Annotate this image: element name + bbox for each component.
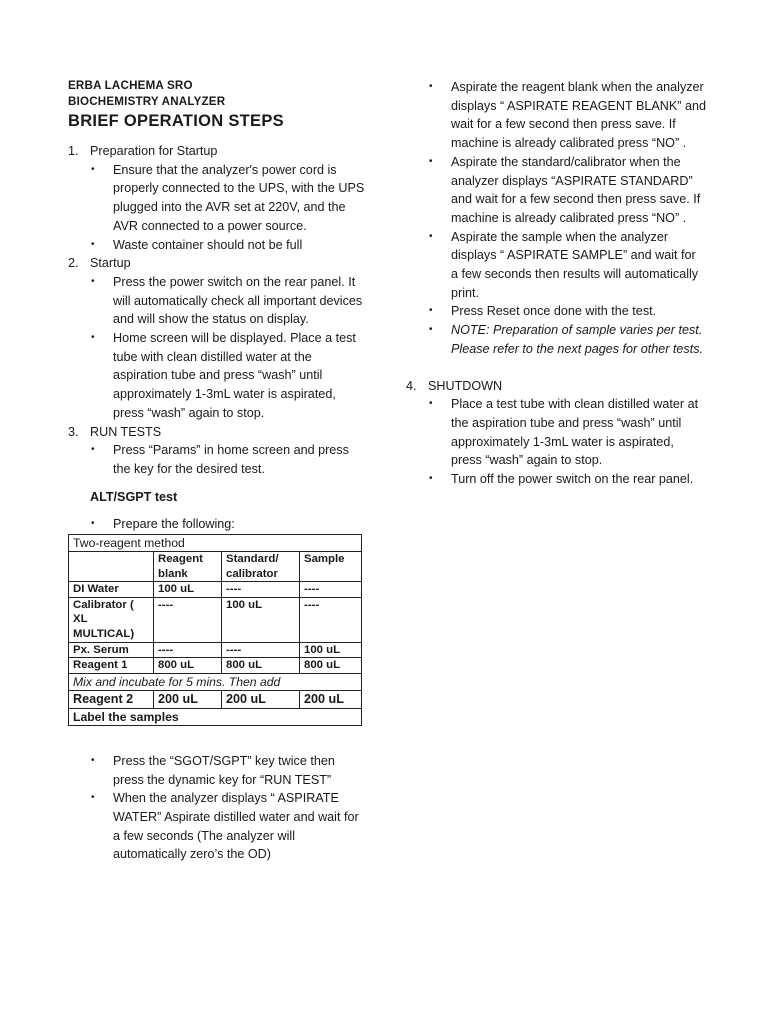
section-heading: SHUTDOWN: [428, 378, 503, 393]
bullet-icon: •: [429, 155, 433, 167]
list-item: [90, 329, 368, 423]
table-cell: 800 uL: [300, 658, 362, 674]
right-column: [406, 0, 706, 489]
section-run-tests: [68, 423, 368, 442]
section-number: 1.: [68, 144, 79, 158]
list-item: [428, 78, 706, 153]
bullet-icon: •: [429, 81, 433, 92]
table-cell: ----: [300, 597, 362, 642]
section-shutdown: [406, 377, 706, 396]
test-subheading: ALT/SGPT test: [90, 489, 178, 504]
list-item-text: Waste container should not be full: [113, 237, 303, 252]
table-cell: 200 uL: [154, 690, 222, 708]
document-subtitle: BIOCHEMISTRY ANALYZER: [68, 95, 226, 108]
table-cell: ----: [300, 582, 362, 598]
table-cell: ----: [222, 642, 300, 658]
list-item: [428, 470, 706, 489]
table-cell: ----: [222, 582, 300, 598]
bullet-icon: •: [91, 792, 95, 804]
bullet-icon: •: [91, 275, 95, 287]
bullet-icon: •: [91, 238, 95, 250]
table-cell: 200 uL: [222, 690, 300, 708]
list-item-text: Press the power switch on the rear panel. It will automatically check all important devices and will show the status on display.: [113, 274, 363, 327]
company-name: ERBA LACHEMA SRO: [68, 79, 193, 92]
section-heading: Preparation for Startup: [90, 144, 218, 158]
list-item: [428, 321, 706, 358]
bullet-icon: •: [429, 230, 433, 242]
list-item-text: Aspirate the sample when the analyzer displays “ ASPIRATE SAMPLE” and wait for a few seconds then results will automatically print.: [451, 229, 699, 300]
section-startup: [68, 254, 368, 273]
page-title: BRIEF OPERATION STEPS: [68, 112, 284, 130]
bullet-icon: •: [429, 305, 433, 317]
table-footer: Label the samples: [69, 708, 362, 725]
list-item: [90, 515, 368, 534]
row-label: Px. Serum: [69, 642, 154, 658]
section-heading: RUN TESTS: [90, 424, 162, 439]
row-label: Reagent 2: [69, 690, 154, 708]
table-caption: Two-reagent method: [69, 535, 362, 552]
section-number: 2.: [68, 256, 79, 271]
bullet-icon: •: [91, 163, 95, 175]
list-item-text: Place a test tube with clean distilled water at the aspiration tube and press “wash” until approximately 1-3mL water is aspirated, press “wash” again to stop.: [451, 397, 699, 468]
reagent-table: [68, 534, 362, 726]
list-item: [428, 302, 706, 321]
list-item: [90, 273, 368, 329]
table-cell: 800 uL: [154, 658, 222, 674]
table-row: [69, 582, 362, 598]
table-corner-cell: [69, 552, 154, 582]
list-item: [428, 153, 706, 228]
table-cell: ----: [154, 597, 222, 642]
table-cell: 800 uL: [222, 658, 300, 674]
list-item-text: Aspirate the reagent blank when the analyzer displays “ ASPIRATE REAGENT BLANK” and wait for a few second then press save. If machine is already calibrated press “NO” .: [451, 80, 706, 151]
bullet-icon: •: [429, 398, 433, 410]
bullet-icon: •: [429, 473, 433, 485]
list-item-text: Press the “SGOT/SGPT” key twice then press the dynamic key for “RUN TEST”: [113, 753, 335, 787]
list-item: [90, 236, 368, 255]
list-item: [90, 161, 368, 236]
table-header-row: [69, 552, 362, 582]
row-label: DI Water: [69, 582, 154, 598]
column-header: Standard/ calibrator: [222, 552, 300, 582]
list-item-text: Ensure that the analyzer's power cord is properly connected to the UPS, with the UPS plugged into the AVR set at 220V, and the AVR connected to a power source.: [113, 162, 365, 233]
table-cell: 100 uL: [154, 582, 222, 598]
list-item: [428, 395, 706, 470]
bullet-icon: •: [91, 754, 95, 766]
list-item-text: Turn off the power switch on the rear panel.: [451, 472, 694, 487]
bullet-icon: •: [429, 324, 433, 336]
row-label: Reagent 1: [69, 658, 154, 674]
column-header: Sample: [300, 552, 362, 582]
section-number: 4.: [406, 378, 417, 393]
note-text: NOTE: Preparation of sample varies per test. Please refer to the next pages for other tests.: [451, 323, 704, 356]
bullet-icon: •: [91, 332, 95, 344]
table-row: [69, 690, 362, 708]
list-item-text: Aspirate the standard/calibrator when the analyzer displays “ASPIRATE STANDARD” and wait for a few second then press save. If machine is already calibrated press “NO” .: [451, 154, 701, 225]
column-header: Reagent blank: [154, 552, 222, 582]
table-row: [69, 597, 362, 642]
table-row: [69, 642, 362, 658]
left-column: [68, 0, 368, 864]
bullet-icon: •: [91, 518, 95, 530]
table-cell: 100 uL: [300, 642, 362, 658]
table-cell: ----: [154, 642, 222, 658]
list-item: [428, 228, 706, 303]
section-preparation: [68, 142, 368, 161]
table-cell: 100 uL: [222, 597, 300, 642]
section-heading: Startup: [90, 256, 131, 271]
list-item-text: Home screen will be displayed. Place a test tube with clean distilled water at the aspiration tube and press “wash” until approximately 1-3mL water is aspirated, press “wash” again to stop.: [113, 331, 356, 420]
bullet-icon: •: [91, 444, 95, 456]
list-item: [90, 789, 368, 864]
table-row: [69, 658, 362, 674]
row-label: Calibrator ( XL MULTICAL): [69, 597, 154, 642]
table-mix-note: Mix and incubate for 5 mins. Then add: [69, 673, 362, 690]
section-number: 3.: [68, 424, 79, 439]
list-item-text: Prepare the following:: [113, 517, 235, 532]
list-item-text: Press Reset once done with the test.: [451, 304, 657, 319]
list-item-text: Press “Params” in home screen and press the key for the desired test.: [113, 443, 349, 476]
list-item: [90, 752, 368, 789]
table-cell: 200 uL: [300, 690, 362, 708]
list-item-text: When the analyzer displays “ ASPIRATE WATER” Aspirate distilled water and wait for a few seconds (The analyzer will automatically zero’s the OD): [113, 791, 359, 862]
list-item: [90, 441, 368, 478]
